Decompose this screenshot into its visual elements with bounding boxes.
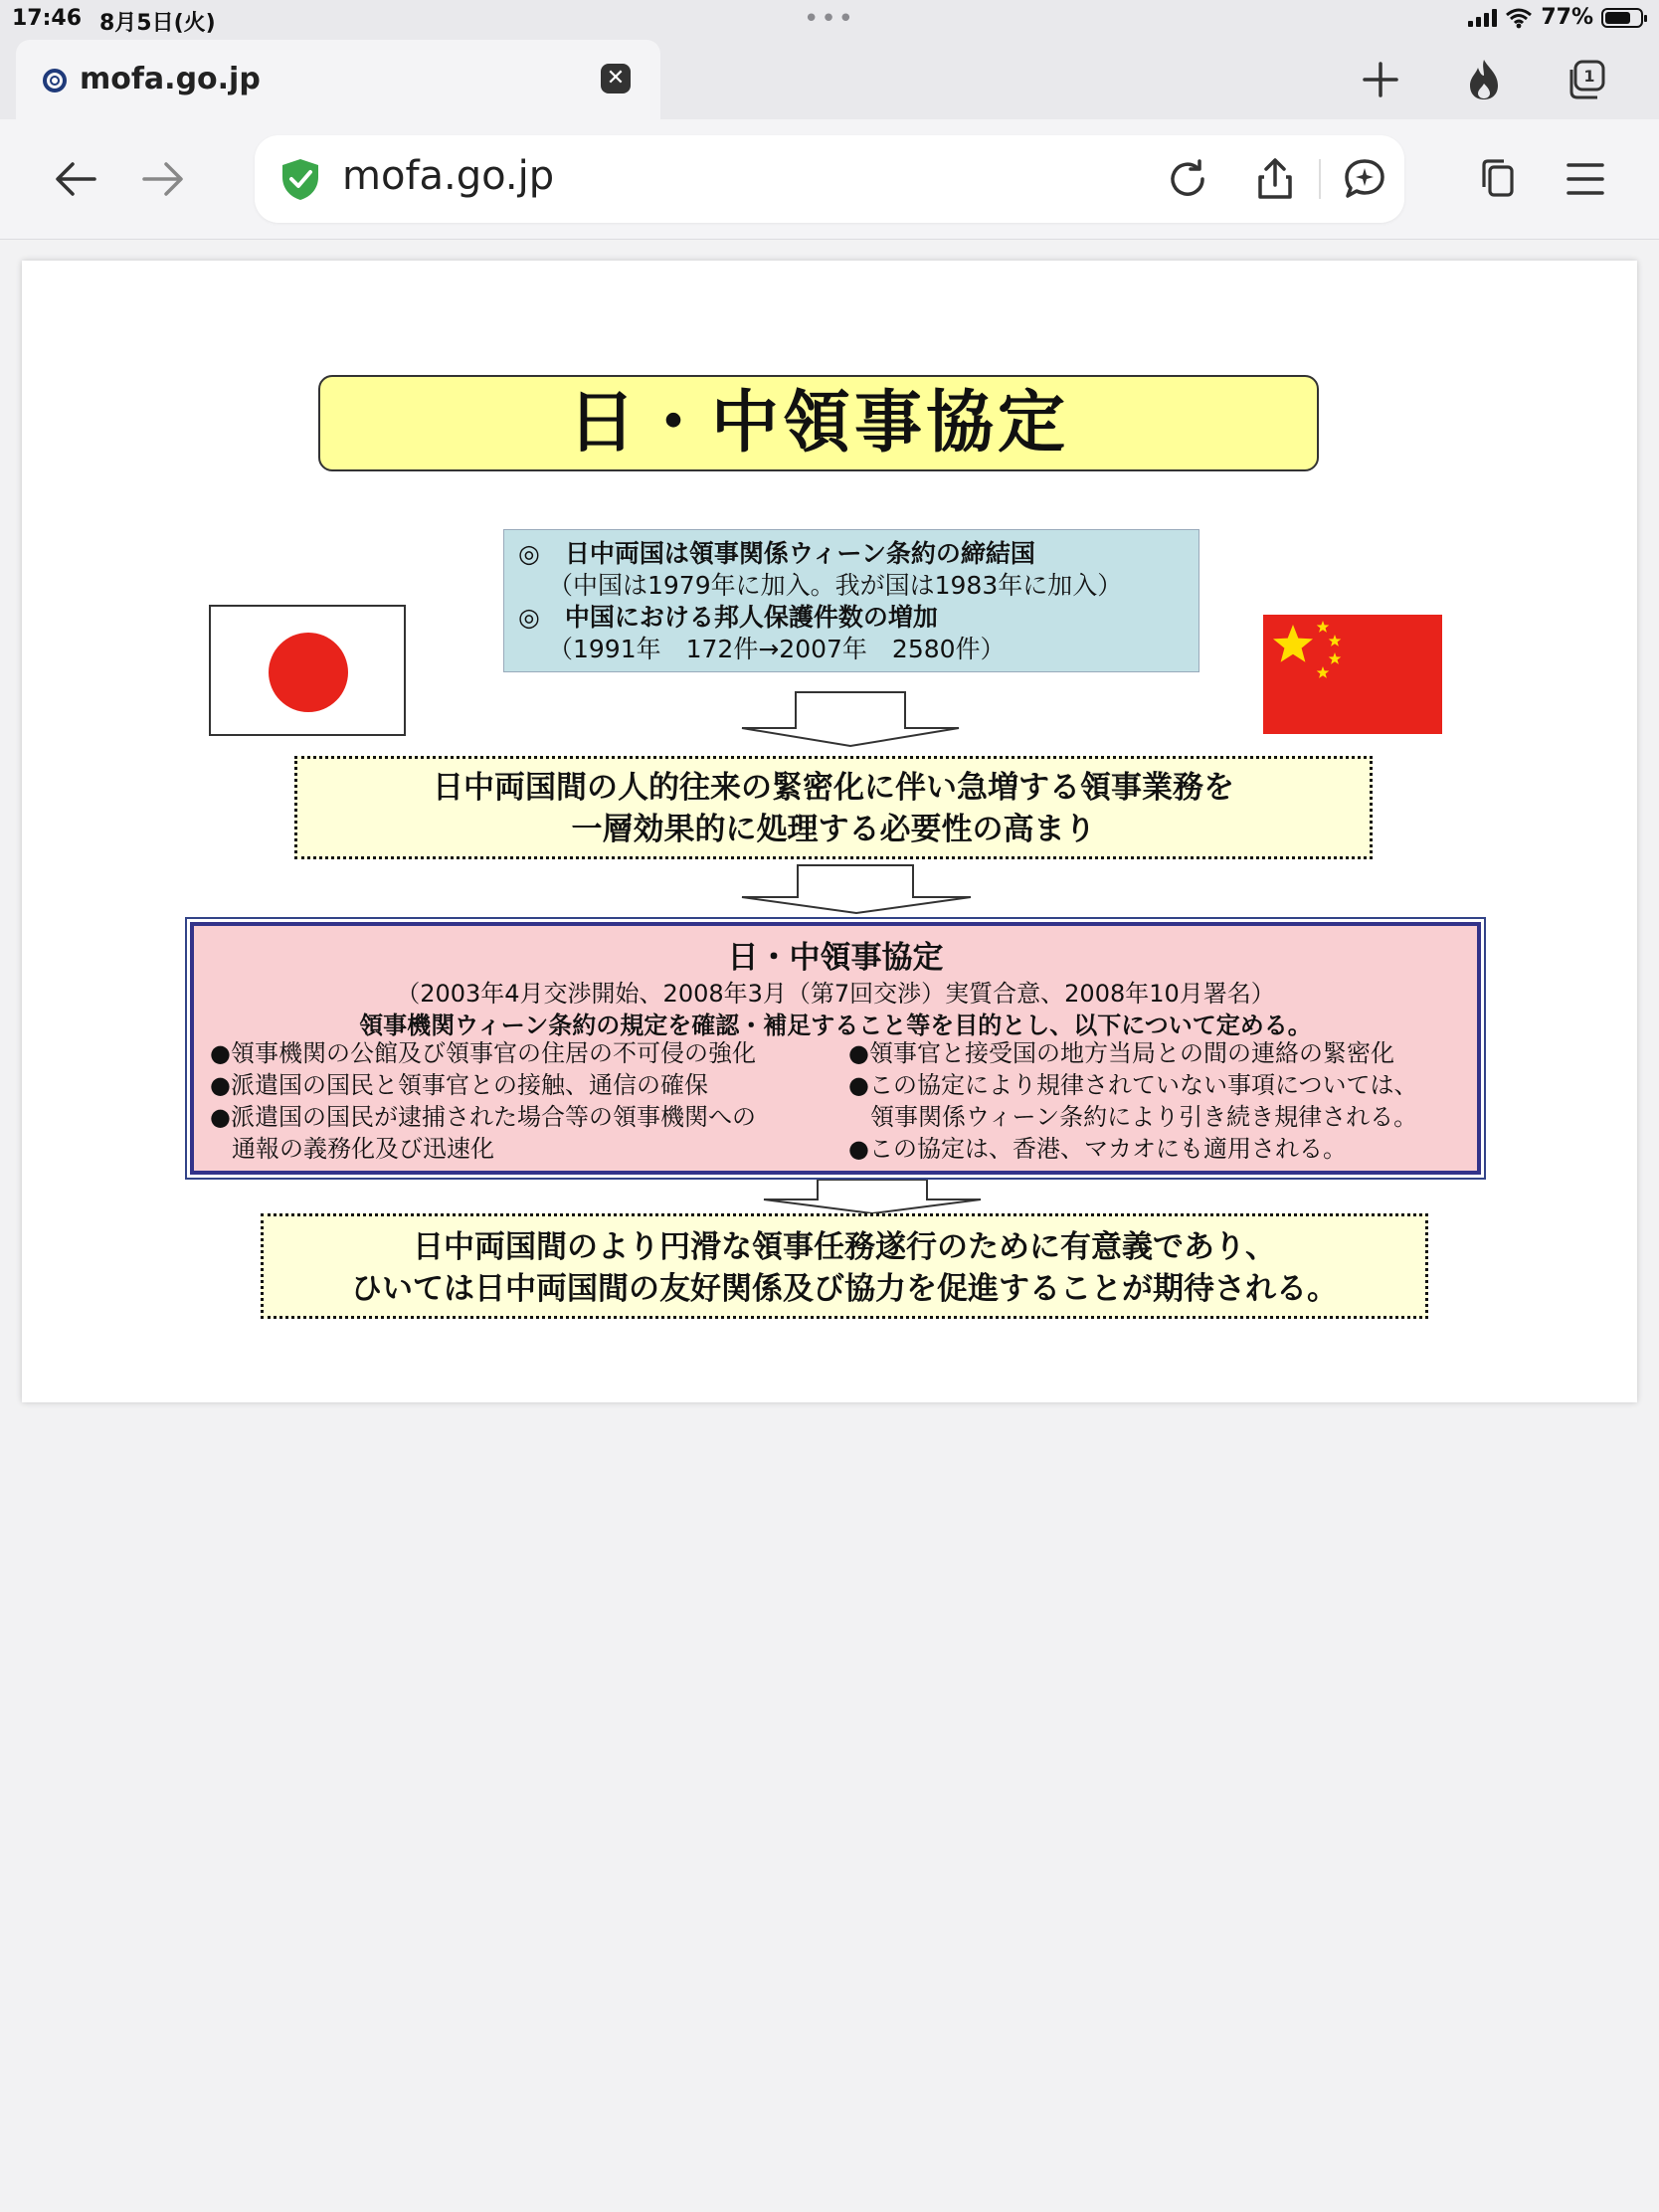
china-flag-icon [1263, 615, 1442, 734]
result-line-2: ひいては日中両国間の友好関係及び協力を促進することが期待される。 [351, 1271, 1338, 1307]
flame-icon[interactable] [1460, 56, 1508, 103]
expected-result-box [261, 1213, 1428, 1319]
fact-case-counts: （1991年 172件→2007年 2580件） [548, 635, 1006, 663]
assistant-icon[interactable] [1339, 153, 1390, 205]
agreement-point: ●領事官と接受国の地方当局との間の連絡の緊密化 [848, 1039, 1394, 1067]
agreement-point-continued: 領事関係ウィーン条約により引き続き規律される。 [870, 1103, 1418, 1131]
status-date: 8月5日(火) [99, 11, 216, 36]
agreement-point: ●派遣国の国民が逮捕された場合等の領事機関への [210, 1103, 756, 1131]
reload-icon[interactable] [1162, 153, 1213, 205]
status-bar [0, 0, 1659, 40]
status-time: 17:46 [12, 6, 83, 31]
agreement-purpose: 領事機関ウィーン条約の規定を確認・補足すること等を目的とし、以下について定める。 [359, 1012, 1312, 1039]
agreement-dates: （2003年4月交渉開始、2008年3月（第7回交渉）実質合意、2008年10月署名） [396, 980, 1275, 1008]
down-arrow-icon [762, 1180, 983, 1215]
down-arrow-icon [740, 690, 961, 748]
tab-mofa[interactable] [16, 40, 660, 119]
agreement-title: 日・中領事協定 [727, 940, 944, 976]
need-statement-box [294, 756, 1373, 859]
tab-bar [0, 40, 1659, 119]
agreement-point: ●領事機関の公館及び領事官の住居の不可侵の強化 [210, 1039, 756, 1067]
multitasking-dots[interactable]: ••• [804, 4, 856, 34]
copy-icon[interactable] [1472, 153, 1524, 205]
address-separator [1319, 159, 1321, 199]
agreement-point: ●派遣国の国民と領事官との接触、通信の確保 [210, 1071, 708, 1099]
fact-vienna-convention: ◎ 日中両国は領事関係ウィーン条約の締結国 [518, 539, 1035, 568]
menu-icon[interactable] [1560, 153, 1611, 205]
result-line-1: 日中両国間のより円滑な領事任務遂行のために有意義であり、 [413, 1229, 1276, 1265]
agreement-box [185, 917, 1486, 1180]
battery-fill [1605, 12, 1630, 24]
wifi-icon [1505, 7, 1533, 29]
agreement-panel [190, 922, 1481, 1175]
navigation-bar [0, 119, 1659, 240]
slide-title: 日・中領事協定 [318, 375, 1319, 471]
fact-accession-years: （中国は1979年に加入。我が国は1983年に加入） [548, 571, 1123, 600]
address-bar[interactable] [255, 135, 1404, 223]
shield-icon [278, 157, 322, 201]
battery-icon [1601, 8, 1643, 28]
need-line-2: 一層効果的に処理する必要性の高まり [571, 812, 1096, 847]
mofa-favicon-icon [42, 68, 68, 93]
flag-sun [269, 633, 348, 712]
background-facts-box [503, 529, 1199, 672]
agreement-point-continued: 通報の義務化及び迅速化 [232, 1135, 494, 1163]
tab-count: 1 [1583, 67, 1595, 86]
page-content [22, 261, 1637, 1402]
tab-title: mofa.go.jp [80, 62, 261, 96]
need-line-1: 日中両国間の人的往来の緊密化に伴い急増する領事業務を [433, 770, 1234, 806]
forward-icon[interactable] [137, 153, 189, 205]
tabs-icon[interactable] [1564, 56, 1611, 103]
new-tab-icon[interactable] [1357, 56, 1404, 103]
fact-protection-cases: ◎ 中国における邦人保護件数の増加 [518, 603, 938, 632]
agreement-point: ●この協定は、香港、マカオにも適用される。 [848, 1135, 1347, 1163]
status-indicators [1468, 5, 1643, 30]
back-icon[interactable] [50, 153, 101, 205]
battery-percent: 77% [1541, 5, 1593, 30]
share-icon[interactable] [1249, 153, 1301, 205]
url-text[interactable]: mofa.go.jp [342, 153, 555, 199]
signal-icon [1468, 9, 1497, 27]
down-arrow-icon [740, 863, 973, 915]
agreement-points-left [210, 1037, 846, 1165]
agreement-point: ●この協定により規律されていない事項については、 [848, 1071, 1418, 1099]
close-icon[interactable]: ✕ [601, 64, 631, 93]
japan-flag-icon [209, 605, 406, 736]
agreement-points-right [848, 1037, 1485, 1165]
